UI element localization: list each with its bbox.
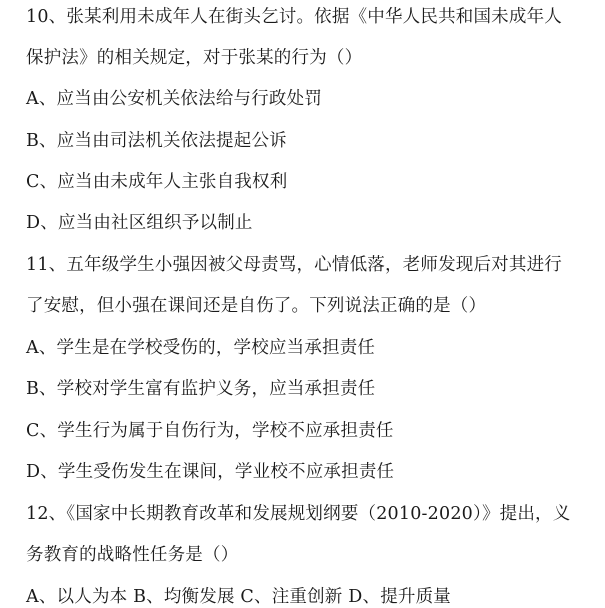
question-10-option-b: B、应当由司法机关依法提起公诉 (26, 131, 287, 151)
question-11-stem-line-1: 11、五年级学生小强因被父母责骂，心情低落，老师发现后对其进行 (26, 255, 562, 275)
question-12-stem-line-1: 12、《国家中长期教育改革和发展规划纲要（2010-2020）》提出，义 (26, 504, 571, 524)
question-11-stem-line-2: 了安慰，但小强在课间还是自伤了。下列说法正确的是（） (26, 296, 487, 316)
question-10-option-a: A、应当由公安机关依法给与行政处罚 (26, 89, 323, 109)
question-10-stem-line-2: 保护法》的相关规定，对于张某的行为（） (26, 48, 363, 68)
question-10-option-c: C、应当由未成年人主张自我权利 (26, 172, 288, 192)
question-11-option-a: A、学生是在学校受伤的，学校应当承担责任 (26, 338, 376, 358)
question-10-stem-line-1: 10、张某利用未成年人在街头乞讨。依据《中华人民共和国未成年人 (26, 7, 562, 27)
question-11-option-b: B、学校对学生富有监护义务，应当承担责任 (26, 379, 376, 399)
question-10-option-d: D、应当由社区组织予以制止 (26, 213, 253, 233)
question-11-option-d: D、学生受伤发生在课间，学业校不应承担责任 (26, 462, 395, 482)
question-11-option-c: C、学生行为属于自伤行为，学校不应承担责任 (26, 421, 394, 441)
question-12-options: A、以人为本 B、均衡发展 C、注重创新 D、提升质量 (26, 587, 452, 607)
question-12-stem-line-2: 务教育的战略性任务是（） (26, 545, 239, 565)
